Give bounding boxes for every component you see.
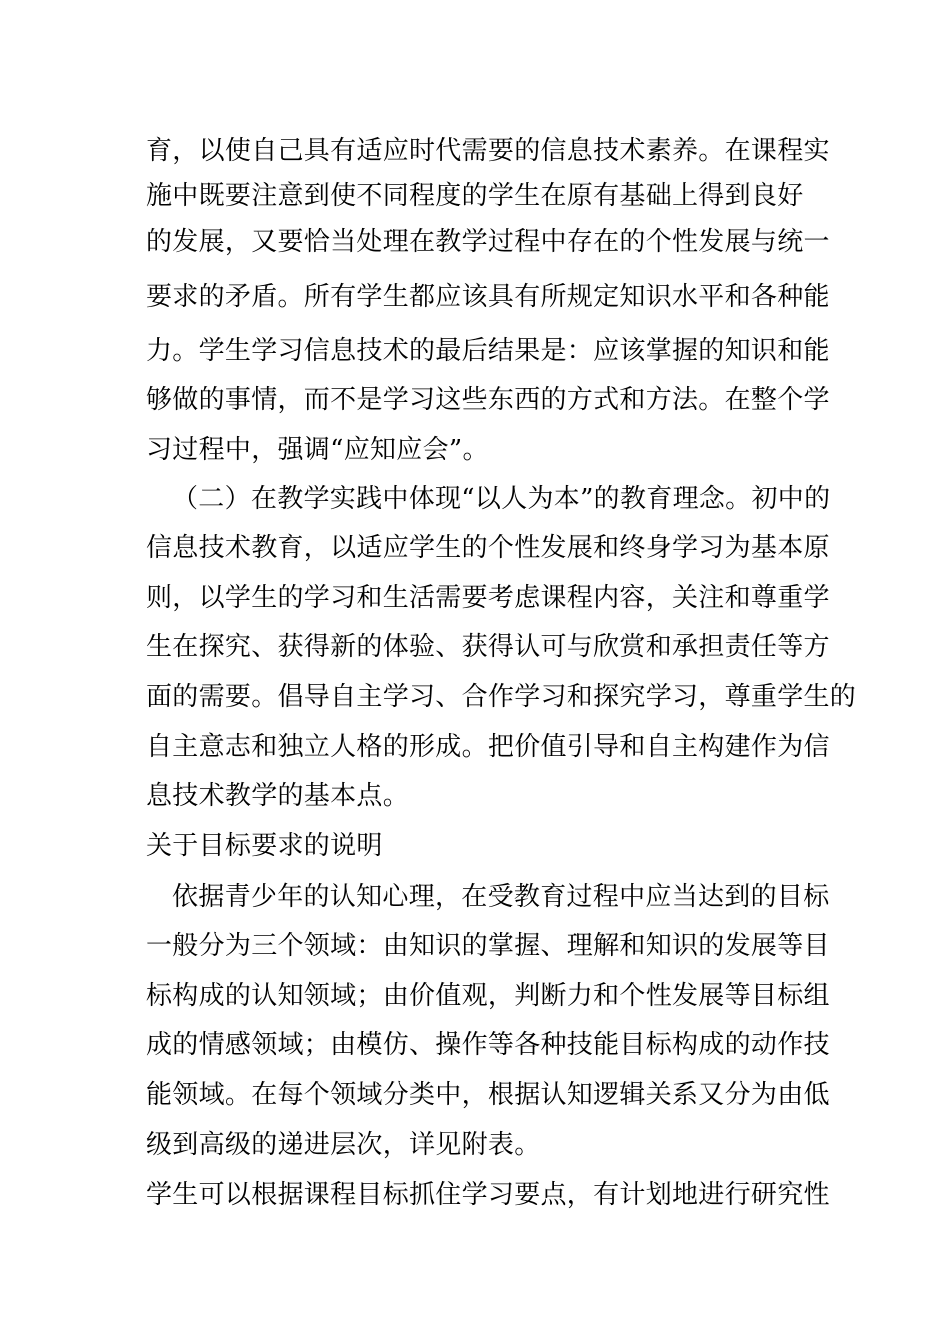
text-line: 生在探究、获得新的体验、获得认可与欣赏和承担责任等方 [146,632,830,662]
text-line: 一般分为三个领域：由知识的掌握、理解和知识的发展等目 [146,931,830,961]
text-line: 够做的事情，而不是学习这些东西的方式和方法。在整个学 [146,385,830,415]
text-line: 自主意志和独立人格的形成。把价值引导和自主构建作为信 [146,732,830,762]
text-line: 面的需要。倡导自主学习、合作学习和探究学习，尊重学生的 [146,682,857,712]
text-line: 学生可以根据课程目标抓住学习要点，有计划地进行研究性 [146,1180,830,1210]
text-line: 习过程中，强调“应知应会”。 [146,435,489,465]
text-line: 级到高级的递进层次，详见附表。 [146,1130,541,1160]
subheading-line: 关于目标要求的说明 [146,831,383,861]
text-line: 施中既要注意到使不同程度的学生在原有基础上得到良好 [146,181,804,211]
text-line: 信息技术教育，以适应学生的个性发展和终身学习为基本原 [146,533,830,563]
text-line: 育，以使自己具有适应时代需要的信息技术素养。在课程实 [146,136,830,166]
text-line: 则，以学生的学习和生活需要考虑课程内容，关注和尊重学 [146,583,830,613]
text-line: 成的情感领域；由模仿、操作等各种技能目标构成的动作技 [146,1030,830,1060]
text-line: 力。学生学习信息技术的最后结果是：应该掌握的知识和能 [146,336,830,366]
text-line: 能领域。在每个领域分类中，根据认知逻辑关系又分为由低 [146,1080,830,1110]
text-line: 依据青少年的认知心理，在受教育过程中应当达到的目标 [172,882,830,912]
section-heading-line: （二）在教学实践中体现“以人为本”的教育理念。初中的 [172,484,831,514]
text-line: 息技术教学的基本点。 [146,781,410,811]
text-line: 的发展，又要恰当处理在教学过程中存在的个性发展与统一 [146,227,830,257]
text-line: 要求的矛盾。所有学生都应该具有所规定知识水平和各种能 [146,282,830,312]
text-line: 标构成的认知领域；由价值观，判断力和个性发展等目标组 [146,981,830,1011]
